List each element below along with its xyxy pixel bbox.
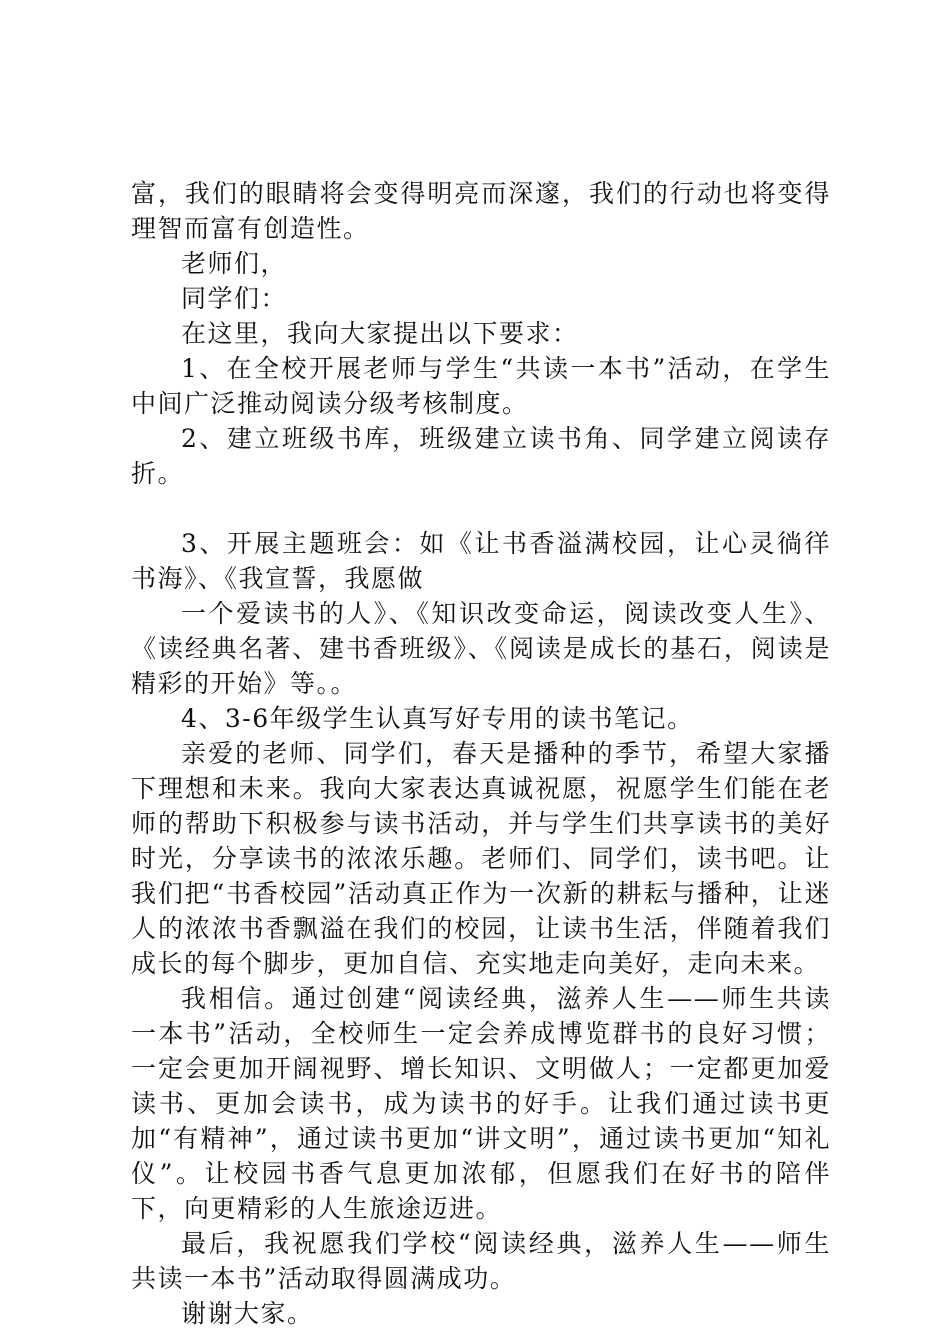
paragraph-spring-wishes: 亲爱的老师、同学们，春天是播种的季节，希望大家播下理想和未来。我向大家表达真诚祝愿，祝愿学生们能在老师的帮助下积极参与读书活动，并与学生们共享读书的美好时光，分享读书的浓浓乐趣。老师们、同学们，读书吧。让我们把“书香校园”活动真正作为一次新的耕耘与播种，让迷人的浓浓书香飘溢在我们的校园，让读书生活，伴随着我们成长的每个脚步，更加自信、充实地走向美好，走向未来。 [131, 739, 831, 978]
paragraph-requirements-intro: 在这里，我向大家提出以下要求： [181, 319, 579, 348]
paragraph-continuation: 富，我们的眼睛将会变得明亮而深邃，我们的行动也将变得理智而富有创造性。 [131, 179, 831, 243]
salutation-students: 同学们： [181, 284, 288, 313]
paragraph-belief: 我相信。通过创建“阅读经典，滋养人生——师生共读一本书”活动，全校师生一定会养成博览群书的良好习惯；一定会更加开阔视野、增长知识、文明做人；一定都更加爱读书、更加会读书，成为读书的好手。让我们通过读书更加“有精神”，通过读书更加“讲文明”，通过读书更加“知礼仪”。让校园书香气息更加浓郁，但愿我们在好书的陪伴下，向更精彩的人生旅途迈进。 [131, 984, 831, 1223]
salutation-teachers: 老师们， [181, 249, 288, 278]
document-body [131, 176, 831, 1331]
requirement-item-4: 4、3-6年级学生认真写好专用的读书笔记。 [181, 704, 694, 733]
requirement-item-1: 1、在全校开展老师与学生“共读一本书”活动，在学生中间广泛推动阅读分级考核制度。 [131, 354, 831, 418]
requirement-item-2: 2、建立班级书库，班级建立读书角、同学建立阅读存折。 [131, 424, 831, 488]
requirement-item-3: 3、开展主题班会：如《让书香溢满校园，让心灵徜徉书海》、《我宣誓，我愿做 [131, 529, 831, 593]
requirement-item-3-continued: 一个爱读书的人》、《知识改变命运，阅读改变人生》、《读经典名著、建书香班级》、《阅读是成长的基石，阅读是精彩的开始》等。。 [131, 599, 831, 698]
paragraph-final-wish: 最后，我祝愿我们学校“阅读经典，滋养人生——师生共读一本书”活动取得圆满成功。 [131, 1229, 831, 1293]
closing-thanks: 谢谢大家。 [181, 1299, 314, 1328]
